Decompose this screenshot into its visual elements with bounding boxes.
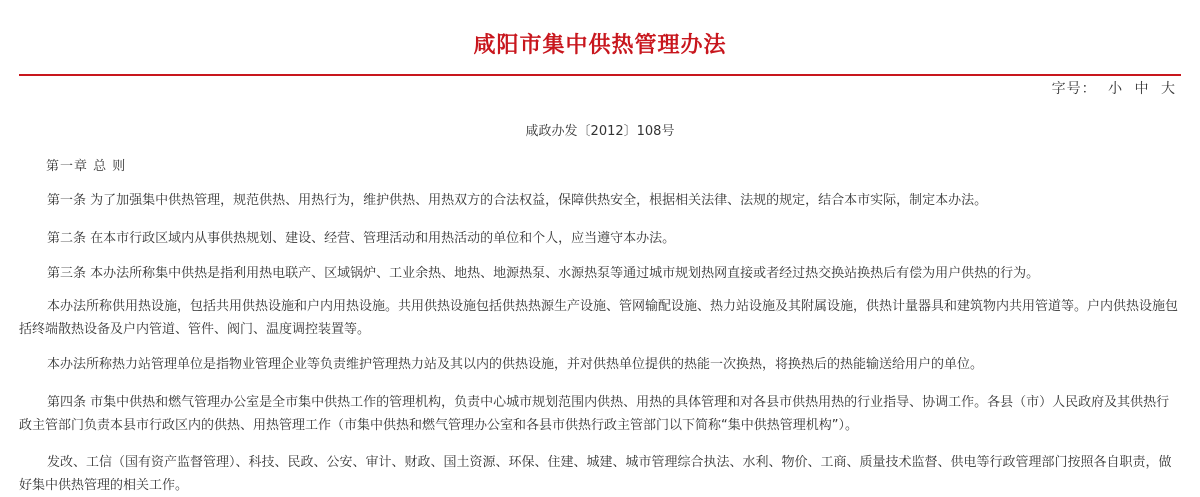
font-size-large-button[interactable]: 大	[1161, 81, 1176, 97]
font-size-small-button[interactable]: 小	[1108, 81, 1124, 97]
article-paragraph: 第三条 本办法所称集中供热是指利用热电联产、区域锅炉、工业余热、地热、地源热泵、水源热泵等通过城市规划热网直接或者经过热交换站换热后有偿为用户供热的行为。	[47, 266, 1040, 281]
article-paragraph: 本办法所称供用热设施，包括共用供热设施和户内用热设施。共用供热设施包括供热热源生产设施、管网输配设施、热力站设施及其附属设施，供热计量器具和建筑物内共用管道等。户内供热设施包括终端散热设备及户内管道、管件、阀门、温度调控装置等。	[19, 299, 1179, 337]
font-size-medium-button[interactable]: 中	[1134, 81, 1150, 97]
title-divider	[19, 74, 1181, 76]
article-paragraph: 第一条 为了加强集中供热管理，规范供热、用热行为，维护供热、用热双方的合法权益，保障供热安全，根据相关法律、法规的规定，结合本市实际，制定本办法。	[47, 193, 988, 208]
article-paragraph: 发改、工信（国有资产监督管理）、科技、民政、公安、审计、财政、国土资源、环保、住建、城建、城市管理综合执法、水利、物价、工商、质量技术监督、供电等行政管理部门按照各自职责，做好集中供热管理的相关工作。	[19, 455, 1172, 493]
document-number: 咸政办发〔2012〕108号	[525, 124, 675, 139]
font-size-label: 字号：	[1051, 81, 1097, 97]
chapter-title: 第一章 总 则	[46, 159, 127, 174]
page-title: 咸阳市集中供热管理办法	[473, 33, 727, 58]
article-paragraph: 第二条 在本市行政区域内从事供热规划、建设、经营、管理活动和用热活动的单位和个人，应当遵守本办法。	[47, 231, 676, 246]
article-paragraph: 第四条 市集中供热和燃气管理办公室是全市集中供热工作的管理机构，负责中心城市规划范围内供热、用热的具体管理和对各县市供热用热的行业指导、协调工作。各县（市）人民政府及其供热行政主管部门负责本县市行政区内的供热、用热管理工作（市集中供热和燃气管理办公室和各县市供热行政主管部门以下简称“集中供热管理机构”）。	[19, 395, 1170, 433]
article-paragraph: 本办法所称热力站管理单位是指物业管理企业等负责维护管理热力站及其以内的供热设施，并对供热单位提供的热能一次换热，将换热后的热能输送给用户的单位。	[47, 357, 984, 372]
font-size-selector	[1052, 78, 1176, 98]
